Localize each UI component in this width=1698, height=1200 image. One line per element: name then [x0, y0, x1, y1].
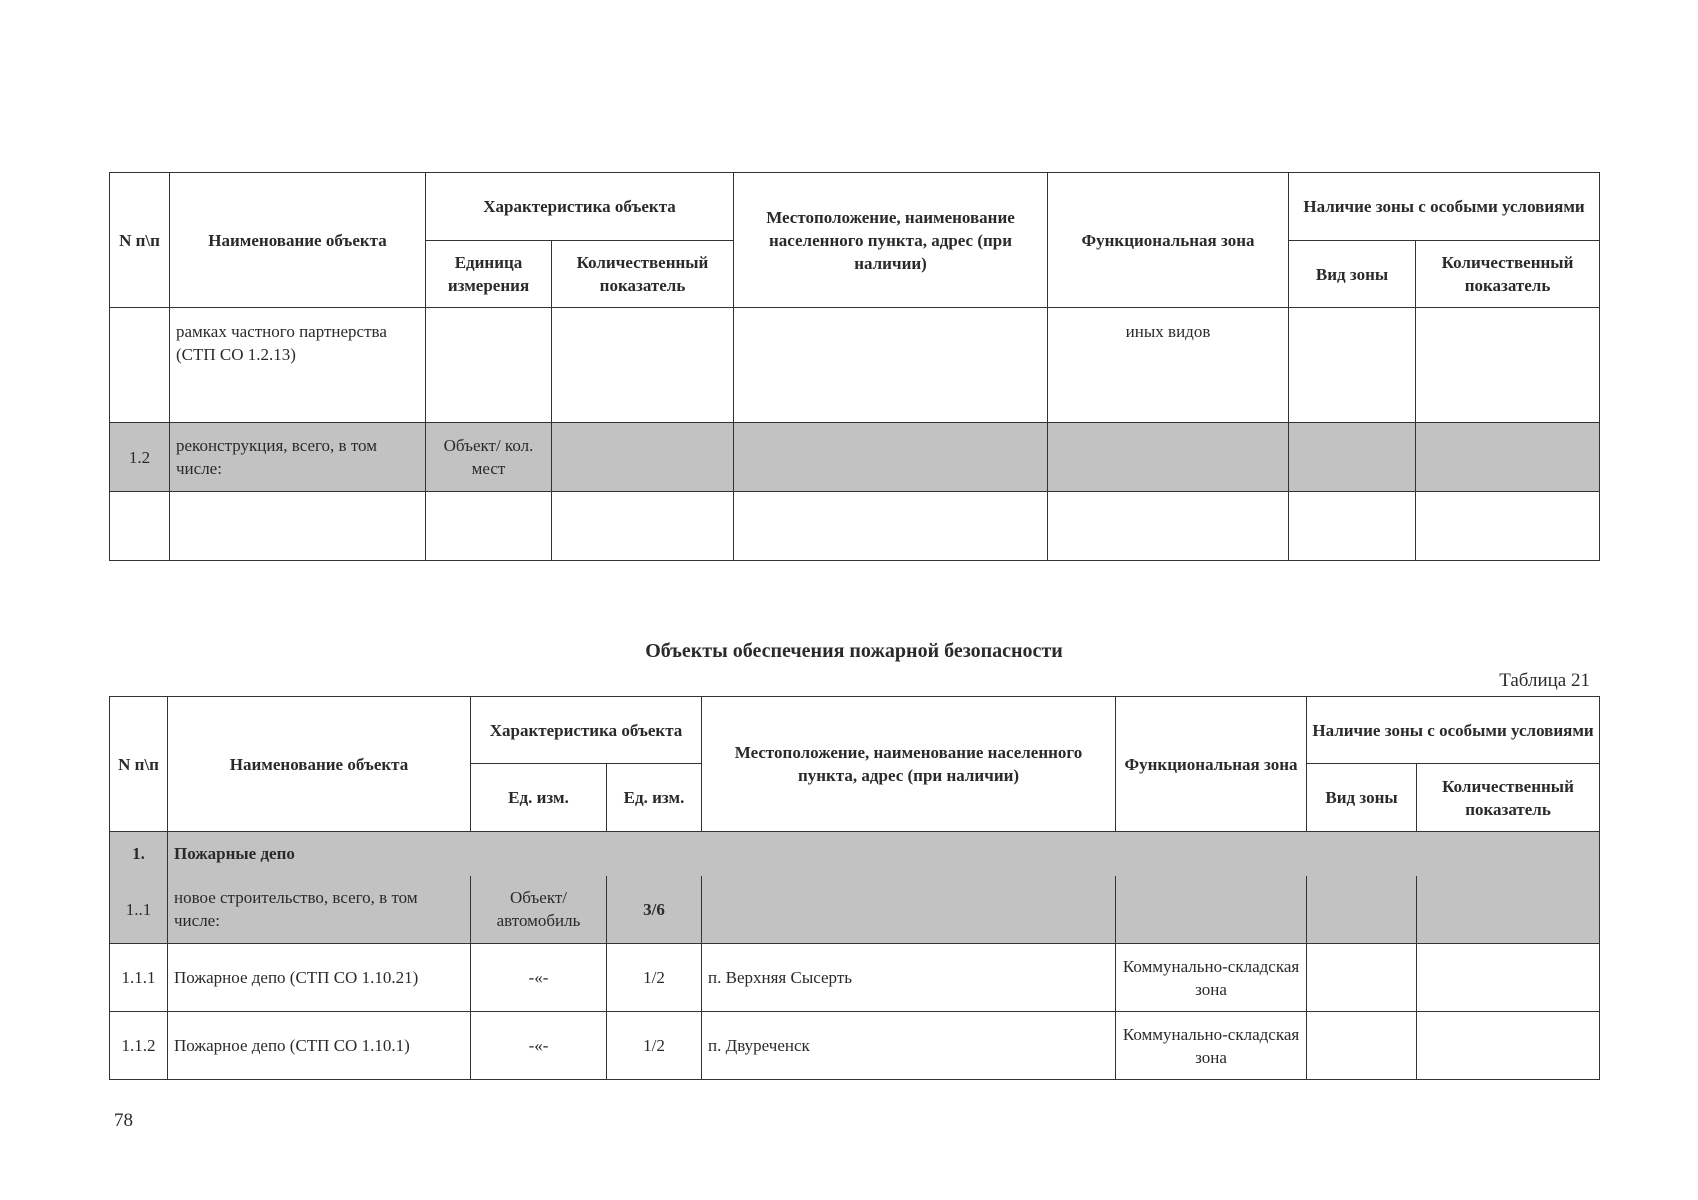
cell-zone: Коммунально-складская зона [1116, 1012, 1307, 1080]
header-name: Наименование объекта [168, 697, 471, 832]
header-num: N п\п [110, 173, 170, 308]
header-unit: Единица измерения [426, 241, 552, 308]
cell-quantity: 1/2 [607, 944, 702, 1012]
header-zone-type: Вид зоны [1307, 764, 1417, 832]
header-special-quantity: Количественный показатель [1417, 764, 1600, 832]
header-special-zone: Наличие зоны с особыми условиями [1307, 697, 1600, 764]
cell-name: рамках частного партнерства (СТП СО 1.2.13) [170, 308, 426, 423]
cell-zone: иных видов [1048, 308, 1289, 423]
header-zone: Функциональная зона [1116, 697, 1307, 832]
cell-quantity [552, 308, 734, 423]
page-number: 78 [114, 1110, 133, 1131]
cell-unit [426, 308, 552, 423]
group-row [110, 832, 1600, 876]
cell-unit: -«- [471, 1012, 607, 1080]
cell-unit [426, 492, 552, 561]
header-zone-type: Вид зоны [1289, 241, 1416, 308]
cell-name: новое строительство, всего, в том числе: [168, 876, 471, 944]
table-row [110, 876, 1600, 944]
cell-zone: Коммунально-складская зона [1116, 944, 1307, 1012]
table-row [110, 423, 1600, 492]
cell-quantity: 3/6 [607, 876, 702, 944]
table-row [110, 492, 1600, 561]
table-row [110, 308, 1600, 423]
cell-location [702, 876, 1116, 944]
cell-name: Пожарное депо (СТП СО 1.10.21) [168, 944, 471, 1012]
cell-special-quantity [1416, 423, 1600, 492]
table-row [110, 944, 1600, 1012]
cell-location [734, 423, 1048, 492]
cell-location: п. Двуреченск [702, 1012, 1116, 1080]
cell-unit: Объект/ кол. мест [426, 423, 552, 492]
cell-num: 1.2 [110, 423, 170, 492]
header-characteristic: Характеристика объекта [426, 173, 734, 241]
cell-location [734, 308, 1048, 423]
fire-safety-table [109, 696, 1600, 1080]
header-unit-2: Ед. изм. [607, 764, 702, 832]
cell-quantity: 1/2 [607, 1012, 702, 1080]
table-label: Таблица 21 [1499, 670, 1590, 691]
cell-zone [1048, 492, 1289, 561]
header-special-quantity: Количественный показатель [1416, 241, 1600, 308]
cell-location: п. Верхняя Сысерть [702, 944, 1116, 1012]
cell-name: Пожарное депо (СТП СО 1.10.1) [168, 1012, 471, 1080]
cell-zone [1048, 423, 1289, 492]
cell-name: реконструкция, всего, в том числе: [170, 423, 426, 492]
cell-special-quantity [1416, 492, 1600, 561]
header-location: Местоположение, наименование населенного пункта, адрес (при наличии) [734, 173, 1048, 308]
cell-zone-type [1307, 876, 1417, 944]
cell-zone [1116, 876, 1307, 944]
cell-special-quantity [1417, 876, 1600, 944]
header-name: Наименование объекта [170, 173, 426, 308]
cell-name [170, 492, 426, 561]
table-continued [109, 172, 1600, 561]
cell-zone-type [1289, 308, 1416, 423]
cell-num: 1.1.2 [110, 1012, 168, 1080]
cell-location [734, 492, 1048, 561]
group-name: Пожарные депо [168, 832, 1600, 876]
header-characteristic: Характеристика объекта [471, 697, 702, 764]
header-zone: Функциональная зона [1048, 173, 1289, 308]
group-num: 1. [110, 832, 168, 876]
cell-num: 1.1.1 [110, 944, 168, 1012]
cell-quantity [552, 492, 734, 561]
header-unit-1: Ед. изм. [471, 764, 607, 832]
header-quantity: Количественный показатель [552, 241, 734, 308]
cell-num [110, 308, 170, 423]
cell-unit: Объект/ автомобиль [471, 876, 607, 944]
header-location: Местоположение, наименование населенного пункта, адрес (при наличии) [702, 697, 1116, 832]
cell-quantity [552, 423, 734, 492]
table-row [110, 1012, 1600, 1080]
cell-num: 1..1 [110, 876, 168, 944]
header-num: N п\п [110, 697, 168, 832]
cell-special-quantity [1417, 944, 1600, 1012]
section-title: Объекты обеспечения пожарной безопасности [645, 640, 1063, 662]
header-special-zone: Наличие зоны с особыми условиями [1289, 173, 1600, 241]
cell-zone-type [1289, 423, 1416, 492]
cell-zone-type [1289, 492, 1416, 561]
cell-special-quantity [1417, 1012, 1600, 1080]
cell-special-quantity [1416, 308, 1600, 423]
cell-zone-type [1307, 1012, 1417, 1080]
cell-unit: -«- [471, 944, 607, 1012]
cell-num [110, 492, 170, 561]
cell-zone-type [1307, 944, 1417, 1012]
